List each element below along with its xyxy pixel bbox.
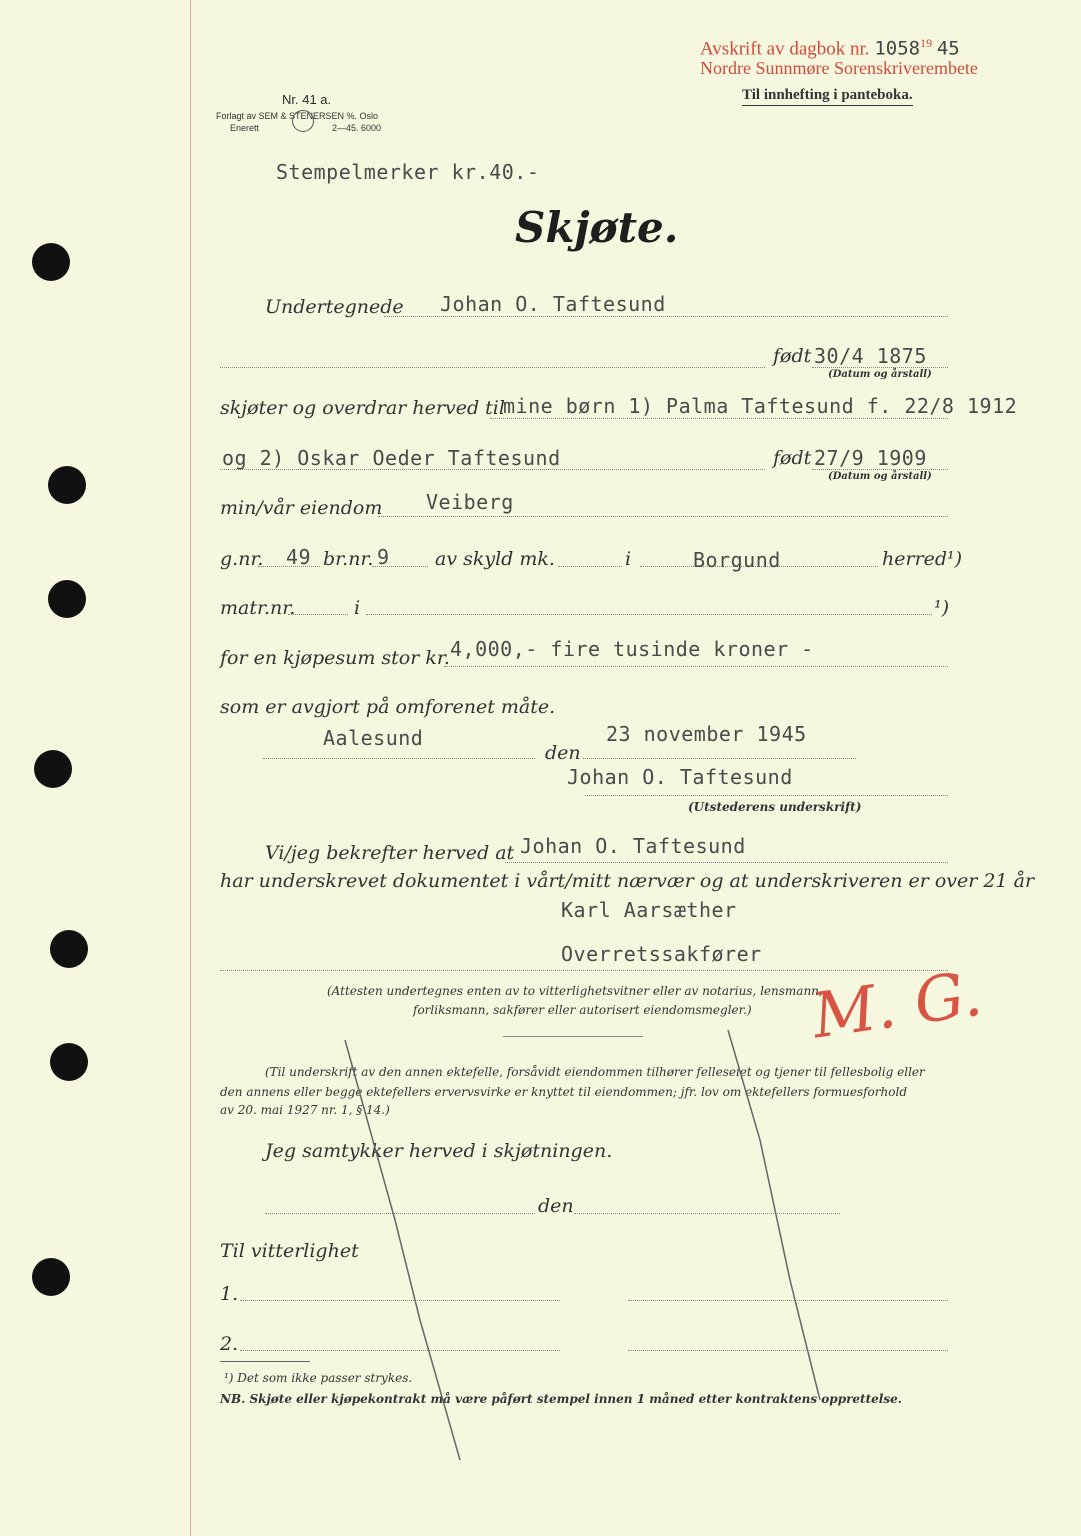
publisher-line1: Forlagt av SEM & STENERSEN %. Oslo: [216, 111, 379, 121]
section-divider: [503, 1036, 643, 1037]
registry-stamp-line1: [700, 36, 960, 60]
witness-2-line-right: [628, 1350, 948, 1351]
footnote-1: ¹) Det som ikke passer strykes.: [224, 1371, 413, 1385]
matr-i-line: [366, 614, 932, 615]
place-value: Aalesund: [323, 726, 424, 750]
signature-value: Johan O. Taftesund: [567, 765, 793, 789]
place-line: [263, 758, 535, 759]
eiendom-value: Veiberg: [426, 490, 514, 514]
witness-heading: Til vitterlighet: [220, 1240, 359, 1262]
i-label: i: [625, 548, 632, 570]
kjopesum-line: [444, 666, 948, 667]
skyld-line: [558, 566, 622, 567]
document-title: Skjøte.: [515, 203, 679, 252]
matr-footnote-mark: ¹): [934, 597, 950, 619]
gnr-label: g.nr.: [220, 548, 264, 570]
punch-hole: [48, 466, 86, 504]
fodt-label: født: [773, 345, 812, 367]
fodt2-value: 27/9 1909: [814, 446, 927, 470]
attest-line: [505, 862, 948, 863]
margin-line: [190, 0, 191, 1536]
attest-value: Johan O. Taftesund: [520, 834, 746, 858]
footnote-rule: [220, 1361, 310, 1362]
consent-text: Jeg samtykker herved i skjøtningen.: [265, 1140, 613, 1162]
attest-text: har underskrevet dokumentet i vårt/mitt nærvær og at underskriveren er over 21 år: [220, 870, 1035, 892]
fodt-value: 30/4 1875: [814, 344, 927, 368]
second-recipient-value: og 2) Oskar Oeder Taftesund: [222, 446, 561, 470]
herred-label: herred¹): [882, 548, 963, 570]
matr-i-label: i: [354, 597, 361, 619]
avgjort-text: som er avgjort på omforenet måte.: [220, 696, 556, 718]
punch-hole: [50, 1043, 88, 1081]
spouse-note-2: den annens eller begge ektefellers ervervsvirke er knyttet til eiendommen; jfr. lov om ektefellers formuesforhold: [220, 1085, 907, 1099]
consent-den-label: den: [538, 1195, 574, 1217]
stamp-year-small: 19: [920, 36, 933, 50]
brnr-label: br.nr.: [323, 548, 374, 570]
stamp-number: 1058: [874, 37, 921, 60]
fodt2-label: født: [773, 447, 812, 469]
attest-note-2: forliksmann, sakfører eller autorisert eiendomsmegler.): [413, 1003, 752, 1017]
attest-label: Vi/jeg bekrefter herved at: [265, 842, 515, 864]
undertegnede-label: Undertegnede: [265, 296, 404, 318]
attest-note-1: (Attesten undertegnes enten av to vitterlighetsvitner eller av notarius, lensmann,: [327, 984, 823, 998]
skjoter-line: [490, 418, 948, 419]
date-line: [583, 758, 856, 759]
signature-note: (Utstederens underskrift): [688, 800, 862, 814]
stamp-year: 45: [936, 37, 960, 60]
skjoter-value: mine børn 1) Palma Taftesund f. 22/8 1912: [503, 394, 1018, 418]
consent-place-line: [265, 1213, 535, 1214]
spouse-note-1: (Til underskrift av den annen ektefelle, forsåvidt eiendommen tilhører felleseiet og tjener til fellesbolig eller: [265, 1065, 925, 1079]
undertegnede-value: Johan O. Taftesund: [440, 292, 666, 316]
datum-note-2: (Datum og årstall): [828, 471, 932, 482]
datum-note: (Datum og årstall): [828, 369, 932, 380]
kjopesum-value: 4,000,- fire tusinde kroner -: [450, 637, 814, 661]
publisher-line3: 2—45. 6000: [332, 123, 382, 133]
den-label: den: [545, 742, 581, 764]
punch-hole: [32, 243, 70, 281]
eiendom-label: min/vår eiendom: [220, 497, 383, 519]
gnr-value: 49: [286, 545, 312, 569]
stamp-duty: Stempelmerker kr.40.-: [276, 160, 540, 184]
blank-line: [220, 367, 765, 368]
punch-hole: [50, 930, 88, 968]
spouse-note-3: av 20. mai 1927 nr. 1, § 14.): [220, 1103, 390, 1117]
attest-sign-line: [220, 970, 948, 971]
attest-name: Karl Aarsæther: [561, 898, 737, 922]
attest-title: Overretssakfører: [561, 942, 762, 966]
brnr-value: 9: [377, 545, 390, 569]
witness-2-line: [240, 1350, 560, 1351]
punch-hole: [32, 1258, 70, 1296]
witness-1-line-right: [628, 1300, 948, 1301]
witness-2-label: 2.: [220, 1333, 239, 1355]
eiendom-line: [378, 516, 948, 517]
kjopesum-label: for en kjøpesum stor kr.: [220, 647, 450, 669]
skjoter-label: skjøter og overdrar herved til: [220, 397, 505, 419]
punch-hole: [34, 750, 72, 788]
publisher-line2: Enerett: [230, 123, 260, 133]
registry-stamp-line3: Til innhefting i panteboka.: [742, 87, 913, 106]
form-number: Nr. 41 a.: [282, 92, 332, 107]
matrnr-label: matr.nr.: [220, 597, 296, 619]
herred-value: Borgund: [693, 548, 781, 572]
date-value: 23 november 1945: [606, 722, 807, 746]
publisher-logo: [292, 110, 314, 132]
undertegnede-line: [384, 316, 948, 317]
matrnr-line: [288, 614, 348, 615]
registry-stamp-line2: Nordre Sunnmøre Sorenskriverembete: [700, 58, 978, 78]
footnote-2: NB. Skjøte eller kjøpekontrakt må være påført stempel innen 1 måned etter kontraktens opprettelse.: [220, 1392, 902, 1406]
punch-hole: [48, 580, 86, 618]
handwritten-initials: M. G.: [807, 956, 987, 1053]
skyld-label: av skyld mk.: [435, 548, 555, 570]
consent-date-line: [574, 1213, 840, 1214]
witness-1-line: [240, 1300, 560, 1301]
stamp-prefix: Avskrift av dagbok nr.: [700, 38, 870, 60]
signature-line: [585, 795, 948, 796]
witness-1-label: 1.: [220, 1283, 239, 1305]
